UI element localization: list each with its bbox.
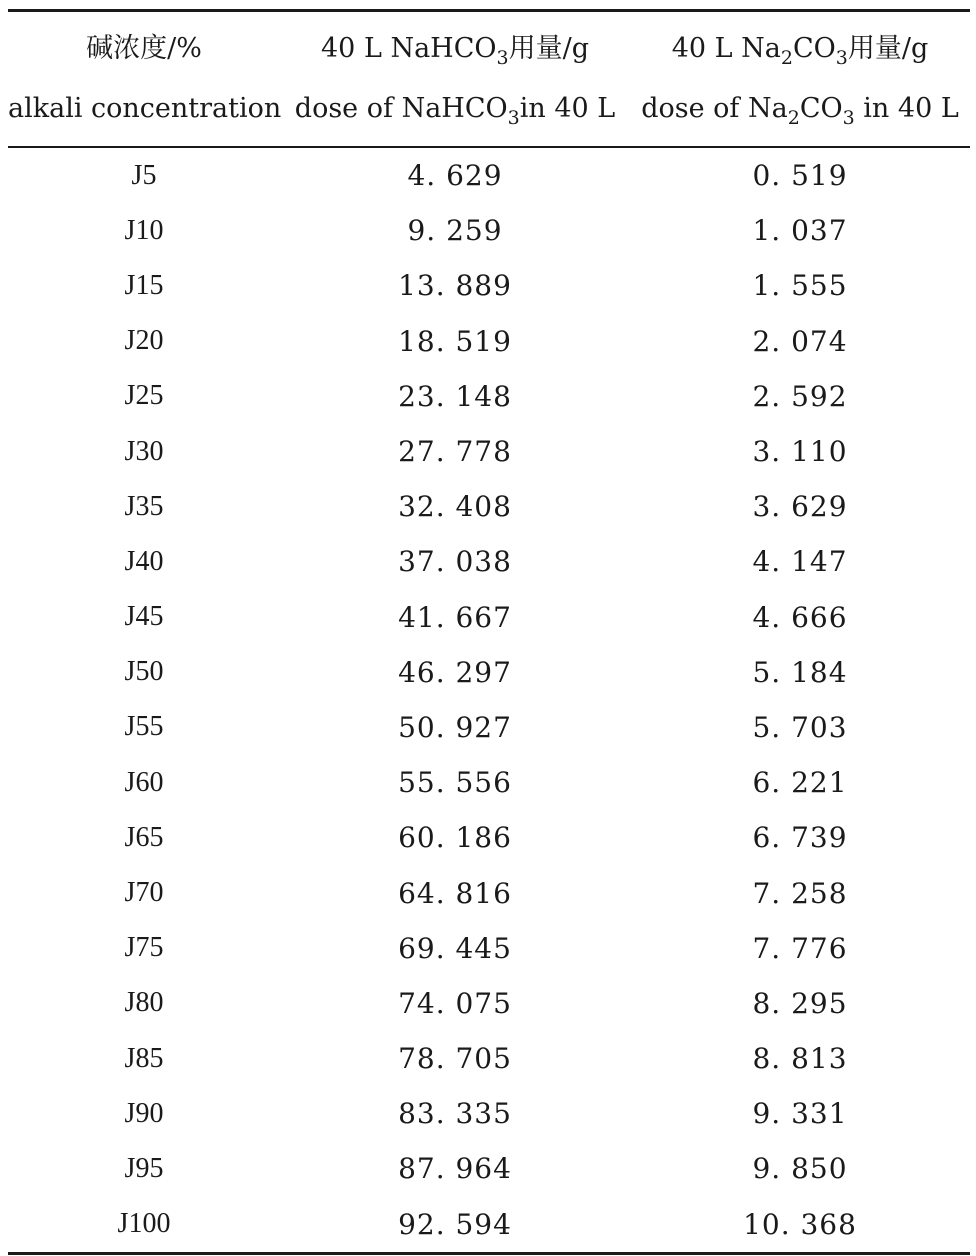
cell-na2co3-dose: 5. 184 — [752, 655, 848, 689]
cell-na2co3-dose: 6. 739 — [752, 821, 848, 855]
cell-alkali: J35 — [124, 490, 164, 522]
table-row — [8, 534, 970, 589]
dose-table — [8, 12, 970, 146]
cell-nahco3-dose: 92. 594 — [398, 1207, 512, 1241]
header-alkali-zh: 碱浓度/% — [86, 33, 202, 64]
cell-alkali: J65 — [124, 821, 164, 853]
header-nahco3-zh: 40 L NaHCO$_3$用量/g — [321, 33, 589, 69]
cell-nahco3-dose: 13. 889 — [398, 269, 512, 303]
header-alkali-en: alkali concentration — [8, 93, 282, 124]
cell-alkali: J95 — [124, 1152, 164, 1184]
header-row-english — [8, 80, 970, 146]
table-row — [8, 921, 970, 976]
cell-alkali: J10 — [124, 214, 164, 246]
table-row — [8, 258, 970, 313]
dose-table-body — [8, 148, 970, 1252]
cell-na2co3-dose: 2. 074 — [752, 324, 848, 358]
cell-alkali: J70 — [124, 877, 164, 909]
table-body — [8, 148, 970, 1252]
cell-nahco3-dose: 32. 408 — [398, 490, 512, 524]
table-row — [8, 590, 970, 645]
data-table — [8, 9, 970, 1255]
cell-na2co3-dose: 3. 110 — [752, 435, 848, 469]
cell-alkali: J5 — [131, 159, 157, 191]
cell-alkali: J30 — [124, 435, 164, 467]
header-row-chinese — [8, 12, 970, 80]
cell-na2co3-dose: 7. 258 — [752, 876, 848, 910]
cell-alkali: J15 — [124, 269, 164, 301]
cell-nahco3-dose: 37. 038 — [398, 545, 512, 579]
table-row — [8, 1031, 970, 1086]
table-row — [8, 976, 970, 1031]
header-na2co3-en: dose of $Na_2CO_3$ in 40 L — [641, 93, 959, 129]
cell-alkali: J100 — [117, 1208, 171, 1240]
cell-nahco3-dose: 4. 629 — [407, 159, 503, 193]
cell-nahco3-dose: 18. 519 — [398, 324, 512, 358]
cell-na2co3-dose: 4. 147 — [752, 545, 848, 579]
cell-na2co3-dose: 6. 221 — [752, 766, 848, 800]
table-row — [8, 314, 970, 369]
cell-na2co3-dose: 4. 666 — [752, 600, 848, 634]
cell-alkali: J60 — [124, 766, 164, 798]
cell-na2co3-dose: 5. 703 — [752, 710, 848, 744]
cell-na2co3-dose: 8. 813 — [752, 1042, 848, 1076]
cell-nahco3-dose: 60. 186 — [398, 821, 512, 855]
cell-alkali: J25 — [124, 380, 164, 412]
table-row — [8, 424, 970, 479]
cell-alkali: J50 — [124, 656, 164, 688]
table-row — [8, 369, 970, 424]
cell-na2co3-dose: 3. 629 — [752, 490, 848, 524]
cell-na2co3-dose: 9. 850 — [752, 1152, 848, 1186]
cell-nahco3-dose: 69. 445 — [398, 931, 512, 965]
table-row — [8, 1086, 970, 1141]
table-row — [8, 865, 970, 920]
cell-nahco3-dose: 64. 816 — [398, 876, 512, 910]
cell-alkali: J45 — [124, 601, 164, 633]
cell-na2co3-dose: 2. 592 — [752, 379, 848, 413]
table-row — [8, 645, 970, 700]
cell-nahco3-dose: 74. 075 — [398, 986, 512, 1020]
cell-nahco3-dose: 41. 667 — [398, 600, 512, 634]
table-header — [8, 12, 970, 146]
table-row — [8, 700, 970, 755]
cell-nahco3-dose: 87. 964 — [398, 1152, 512, 1186]
cell-alkali: J90 — [124, 1097, 164, 1129]
cell-nahco3-dose: 46. 297 — [398, 655, 512, 689]
cell-alkali: J40 — [124, 545, 164, 577]
cell-nahco3-dose: 78. 705 — [398, 1042, 512, 1076]
cell-nahco3-dose: 83. 335 — [398, 1097, 512, 1131]
cell-nahco3-dose: 55. 556 — [398, 766, 512, 800]
cell-na2co3-dose: 0. 519 — [752, 159, 848, 193]
cell-na2co3-dose: 7. 776 — [752, 931, 848, 965]
cell-nahco3-dose: 27. 778 — [398, 435, 512, 469]
cell-alkali: J85 — [124, 1042, 164, 1074]
cell-alkali: J20 — [124, 325, 164, 357]
cell-na2co3-dose: 8. 295 — [752, 986, 848, 1020]
cell-alkali: J75 — [124, 932, 164, 964]
table-row — [8, 479, 970, 534]
table-row — [8, 1197, 970, 1252]
cell-alkali: J55 — [124, 711, 164, 743]
cell-nahco3-dose: 50. 927 — [398, 710, 512, 744]
header-nahco3-en: dose of NaHCO$_3$in 40 L — [294, 93, 616, 129]
table-bottom-rule — [8, 1252, 970, 1255]
cell-alkali: J80 — [124, 987, 164, 1019]
table-row — [8, 755, 970, 810]
cell-nahco3-dose: 9. 259 — [407, 214, 503, 248]
table-row — [8, 1141, 970, 1196]
header-na2co3-zh: 40 L $Na_2CO_3$用量/g — [671, 33, 929, 69]
cell-na2co3-dose: 1. 555 — [752, 269, 848, 303]
table-row — [8, 203, 970, 258]
cell-na2co3-dose: 1. 037 — [752, 214, 848, 248]
table-row — [8, 148, 970, 203]
cell-na2co3-dose: 10. 368 — [743, 1207, 857, 1241]
table-row — [8, 810, 970, 865]
cell-na2co3-dose: 9. 331 — [752, 1097, 848, 1131]
cell-nahco3-dose: 23. 148 — [398, 379, 512, 413]
